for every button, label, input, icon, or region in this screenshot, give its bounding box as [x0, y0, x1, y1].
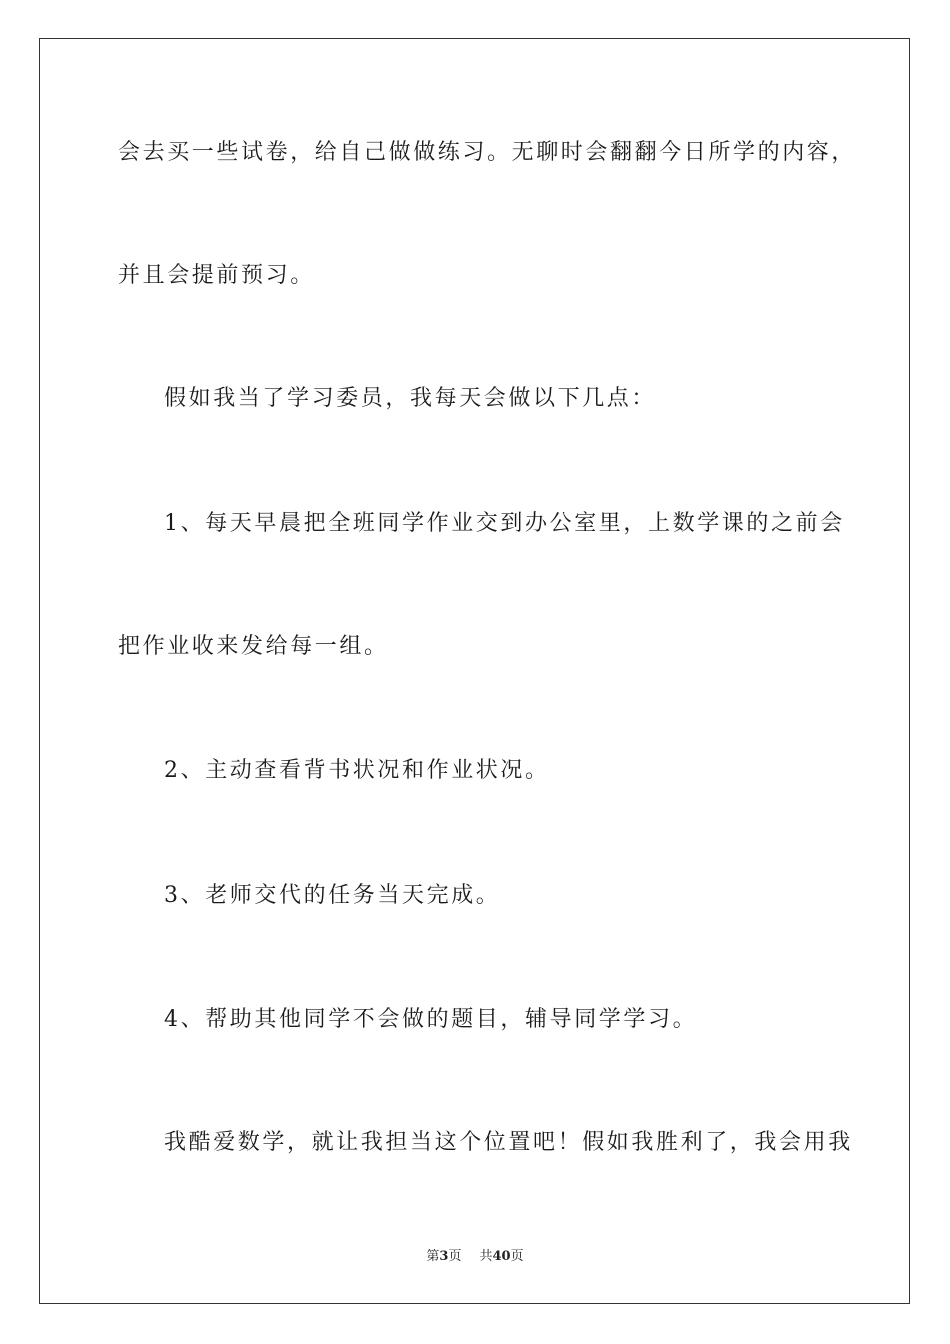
page-prefix: 第 [426, 1249, 440, 1264]
paragraph-line: 2、主动查看背书状况和作业状况。 [164, 758, 550, 783]
paragraph-line: 会去买一些试卷，给自己做做练习。无聊时会翻翻今日所学的内容， [118, 140, 857, 165]
paragraph-line: 1、每天早晨把全班同学作业交到办公室里，上数学课的之前会 [164, 511, 845, 536]
paragraph-line: 并且会提前预习。 [118, 263, 315, 288]
paragraph-line: 把作业收来发给每一组。 [118, 634, 389, 659]
paragraph-line: 假如我当了学习委员，我每天会做以下几点： [164, 386, 657, 411]
page-border [39, 38, 910, 1304]
paragraph-line: 我酷爱数学，就让我担当这个位置吧！假如我胜利了，我会用我 [164, 1130, 853, 1155]
paragraph-line: 4、帮助其他同学不会做的题目，辅导同学学习。 [164, 1007, 698, 1032]
total-prefix: 共 [479, 1249, 493, 1264]
page-suffix: 页 [448, 1249, 462, 1264]
page-footer [0, 1248, 950, 1266]
total-pages: 40 [492, 1249, 511, 1264]
total-suffix: 页 [510, 1249, 524, 1264]
paragraph-line: 3、老师交代的任务当天完成。 [164, 883, 501, 908]
page-number: 3 [439, 1249, 449, 1264]
